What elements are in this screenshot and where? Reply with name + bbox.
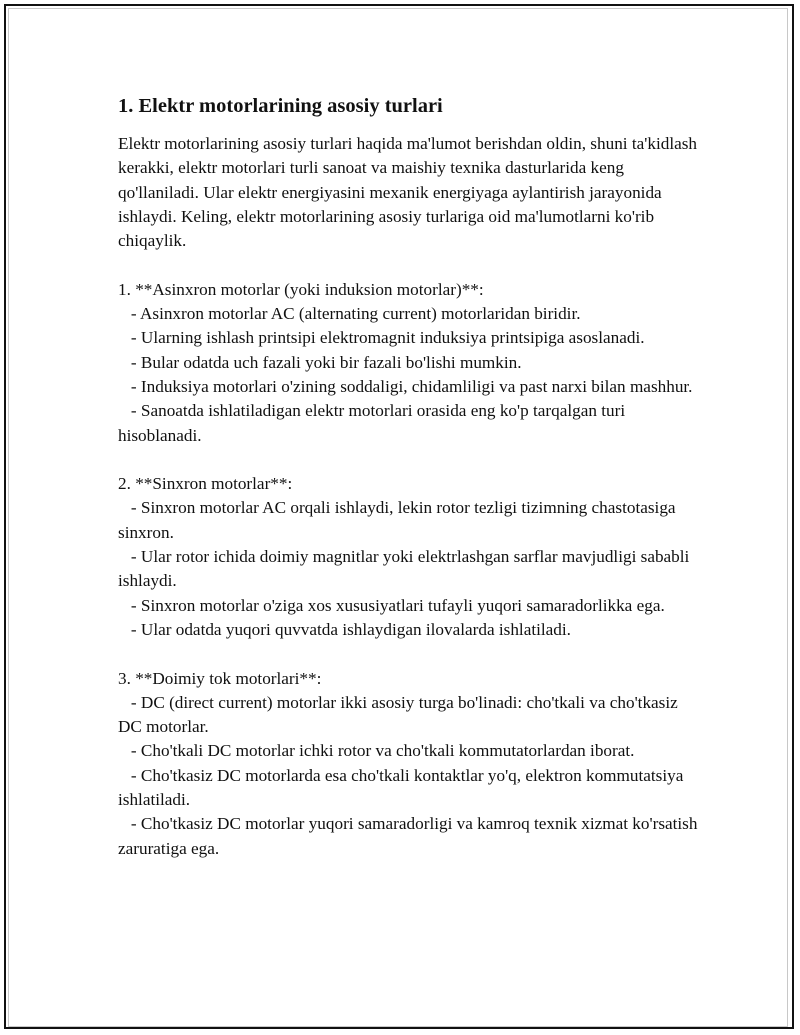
list-item: - Ular odatda yuqori quvvatda ishlaydigan ilovalarda ishlatiladi. <box>118 619 571 639</box>
list-item: - Bular odatda uch fazali yoki bir fazali bo'lishi mumkin. <box>118 352 522 372</box>
list-item: - Ular rotor ichida doimiy magnitlar yoki elektrlashgan sarflar mavjudligi sababli ishlaydi. <box>118 547 694 591</box>
list-item: - Ularning ishlash printsipi elektromagnit induksiya printsipiga asoslanadi. <box>118 328 645 348</box>
list-item: - Cho'tkasiz DC motorlar yuqori samaradorligi va kamroq texnik xizmat ko'rsatish zaruratiga ega. <box>118 814 702 858</box>
intro-paragraph: Elektr motorlarining asosiy turlari haqida ma'lumot berishdan oldin, shuni ta'kidlash kerakki, elektr motorlari turli sanoat va maishiy texnika dasturlarida keng qo'llaniladi. Ular elektr energiyasini mexanik energiyaga aylantirish jarayonida ishlaydi. Keling, elektr motorlarining asosiy turlariga oid ma'lumotlarni ko'rib chiqaylik. <box>118 134 698 251</box>
section-title: 2. **Sinxron motorlar**: <box>118 474 293 494</box>
document-body <box>118 92 702 861</box>
section-sinxron <box>118 472 698 642</box>
spacer <box>118 448 698 472</box>
list-item: - Sinxron motorlar o'ziga xos xususiyatlari tufayli yuqori samaradorlikka ega. <box>118 595 665 615</box>
section-asinxron <box>118 278 698 448</box>
list-item: - Asinxron motorlar AC (alternating current) motorlaridan biridir. <box>118 304 581 324</box>
list-item: - Sinxron motorlar AC orqali ishlaydi, lekin rotor tezligi tizimning chastotasiga sinxron. <box>118 498 680 542</box>
section-title: 1. **Asinxron motorlar (yoki induksion motorlar)**: <box>118 279 484 299</box>
document-heading: 1. Elektr motorlarining asosiy turlari <box>118 95 443 117</box>
section-title: 3. **Doimiy tok motorlari**: <box>118 668 322 688</box>
section-doimiy-tok <box>118 667 702 861</box>
list-item: - Induksiya motorlari o'zining soddaligi, chidamliligi va past narxi bilan mashhur. <box>118 376 693 396</box>
list-item: - Sanoatda ishlatiladigan elektr motorlari orasida eng ko'p tarqalgan turi hisoblanadi. <box>118 401 630 445</box>
list-item: - Cho'tkali DC motorlar ichki rotor va cho'tkali kommutatorlardan iborat. <box>118 741 635 761</box>
list-item: - DC (direct current) motorlar ikki asosiy turga bo'linadi: cho'tkali va cho'tkasiz DC motorlar. <box>118 692 683 737</box>
spacer <box>118 642 698 666</box>
spacer <box>118 253 698 277</box>
list-item: - Cho'tkasiz DC motorlarda esa cho'tkali kontaktlar yo'q, elektron kommutatsiya ishlatiladi. <box>118 765 688 810</box>
